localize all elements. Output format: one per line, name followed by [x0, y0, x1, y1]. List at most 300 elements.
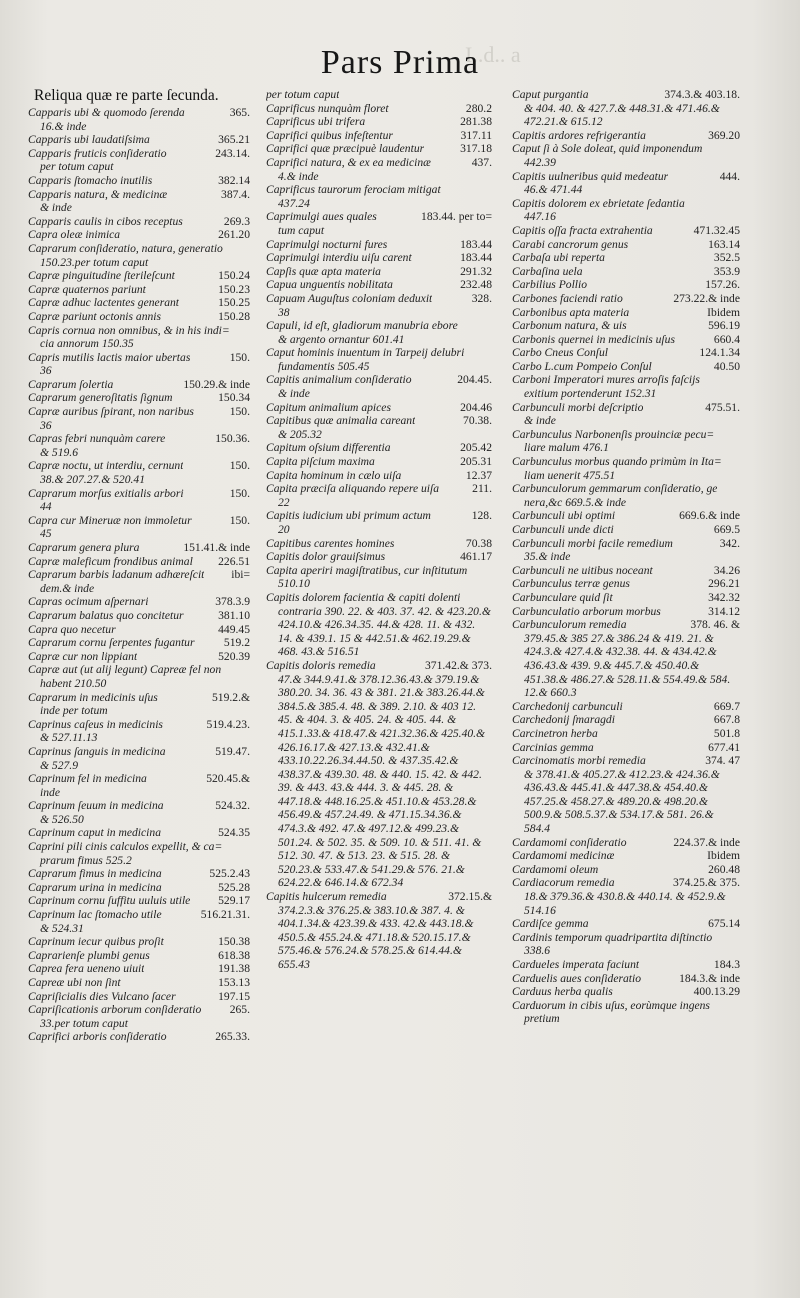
index-entry [512, 700, 740, 714]
index-entry-headline [266, 102, 492, 116]
index-entry-reference: 224.37.& inde [673, 835, 740, 849]
index-entry [512, 523, 740, 537]
index-entry-headline [512, 319, 740, 333]
index-entry-reference: 669.5 [713, 523, 740, 536]
index-entry [28, 1003, 250, 1030]
index-entry-term: Capitis dolorem facientia & capiti dolenti [266, 590, 461, 604]
index-entry-term: Caprarum ſolertia [28, 377, 114, 391]
index-entry [512, 985, 740, 999]
index-entry [28, 351, 250, 378]
index-entry [28, 242, 250, 269]
index-entry-continuation: & 527.9 [40, 758, 79, 772]
index-entry-headline [512, 170, 740, 184]
index-entry [512, 292, 740, 306]
index-entry-reference: 150. [229, 350, 250, 364]
index-entry-continuation: 36 [40, 418, 52, 432]
index-entry [28, 1030, 250, 1044]
index-entry [266, 265, 492, 279]
index-entry-term: Capræ pinguitudine ſterileſcunt [28, 269, 175, 283]
index-entry [512, 849, 740, 863]
index-entry [512, 482, 740, 509]
index-entry [266, 441, 492, 455]
index-entry-term: Carboni Imperatori mures arroſis faſcijs [512, 373, 700, 387]
index-entry-reference: 381.10 [218, 608, 250, 622]
index-entry-term: Caprifici natura, & ex ea medicinæ [266, 155, 431, 169]
index-entry [28, 555, 250, 569]
index-entry-term: Capris mutilis lactis maior ubertas [28, 350, 191, 364]
index-entry [266, 346, 492, 373]
index-entry [512, 917, 740, 931]
index-entry-headline [266, 129, 492, 143]
index-entry-reference: 660.4 [713, 332, 740, 346]
index-entry-term: Caprimulgi aues quales [266, 210, 377, 224]
index-entry-term: Cardiſce gemma [512, 917, 589, 931]
index-entry-continuation: 150.23.per totum caput [40, 255, 149, 269]
index-entry [266, 210, 492, 237]
index-entry [512, 537, 740, 564]
index-entry-term: Capra quo necetur [28, 622, 116, 636]
index-entry-term: Cardiacorum remedia [512, 876, 615, 890]
index-entry-headline [266, 292, 492, 306]
index-entry-term: Capita hominum in cælo uiſa [266, 468, 402, 482]
index-entry-headline [512, 306, 740, 320]
index-entry-list-1 [28, 106, 250, 1044]
index-entry [512, 564, 740, 578]
index-entry-term: Caprificus ubi trifera [266, 115, 366, 129]
index-entry [28, 188, 250, 215]
index-entry-headline [512, 142, 740, 156]
index-entry [512, 142, 740, 169]
index-entry [266, 278, 492, 292]
index-entry-reference [489, 591, 492, 605]
index-entry-reference: 520.45.& [206, 772, 250, 786]
index-entry [266, 373, 492, 400]
index-entry-term: Carbilius Pollio [512, 278, 588, 292]
index-entry-term: Carbunculatio arborum morbus [512, 604, 661, 618]
index-entry-headline [266, 265, 492, 279]
index-entry-headline [28, 595, 250, 609]
index-entry-headline [28, 908, 250, 922]
index-entry [28, 432, 250, 459]
index-entry-reference [489, 88, 492, 102]
index-entry-continuation: prarum fimus 525.2 [40, 853, 132, 867]
index-entry-reference: 150.28 [218, 309, 250, 323]
index-entry-term: Carchedonij ſmaragdi [512, 713, 615, 727]
index-entry [512, 577, 740, 591]
index-entry-term: Carbonum natura, & uis [512, 319, 627, 333]
index-entry-reference: 124.1.34 [699, 346, 740, 360]
index-entry-reference: 475.51. [705, 400, 740, 414]
index-entry-term: Cardinis temporum quadripartita diſtinctio [512, 930, 713, 944]
index-entry [512, 346, 740, 360]
index-entry-term: Capitis doloris remedia [266, 658, 376, 672]
index-entry-reference [737, 931, 740, 945]
index-entry-headline [28, 718, 250, 732]
index-entry-headline [266, 509, 492, 523]
index-entry-term: Capitum oſsium differentia [266, 441, 391, 455]
index-entry-term: Carbo Cneus Conſul [512, 346, 608, 360]
index-entry [28, 894, 250, 908]
index-entry-headline [28, 242, 250, 256]
index-entry-continuation: & 526.50 [40, 812, 84, 826]
index-entry-term: Capra cur Mineruæ non immoletur [28, 513, 192, 527]
index-entry [512, 754, 740, 836]
index-entry [512, 238, 740, 252]
index-entry-headline [512, 754, 740, 768]
index-entry [28, 908, 250, 935]
index-entry-reference: 157.26. [705, 278, 740, 292]
index-entry-continuation: & 205.32 [278, 427, 322, 441]
index-entry-headline [512, 265, 740, 279]
index-entry [512, 727, 740, 741]
index-entry-term: Carbunculi morbi deſcriptio [512, 400, 644, 414]
index-entry [266, 238, 492, 252]
index-entry-continuation: habent 210.50 [40, 676, 107, 690]
index-entry-headline [512, 360, 740, 374]
index-entry-continuation: & 519.6 [40, 445, 79, 459]
index-entry-headline [28, 283, 250, 297]
index-entry [266, 142, 492, 156]
index-entry-term: Carbaſa ubi reperta [512, 251, 605, 265]
index-entry-headline [28, 745, 250, 759]
index-entry [512, 999, 740, 1026]
index-entry-term: Caprarum conſideratio, natura, generatio [28, 241, 223, 255]
index-entry-reference: 151.41.& inde [183, 541, 250, 554]
index-entry-reference: 226.51 [218, 554, 250, 568]
index-entry-reference: 677.41 [708, 740, 740, 754]
index-entry-reference: 184.3.& inde [679, 971, 740, 985]
index-entry-continuation: per totum caput [40, 160, 114, 174]
index-entry-headline [28, 133, 250, 147]
index-entry [512, 605, 740, 619]
index-entry-reference [247, 663, 250, 677]
index-entry [28, 623, 250, 637]
index-entry-reference: 34.26 [713, 563, 740, 577]
index-entry-reference: 280.2 [465, 101, 492, 115]
index-entry-continuation: 338.6 [524, 944, 551, 958]
index-entry [28, 990, 250, 1004]
index-entry [266, 890, 492, 972]
index-entry [512, 224, 740, 238]
index-entry-continuation: inde [40, 785, 60, 799]
index-entry-reference: 369.20 [708, 128, 740, 142]
index-entry-term: Caprarum in medicinis uſus [28, 690, 158, 704]
index-entry [512, 972, 740, 986]
index-entry-reference: 150. [229, 459, 250, 473]
index-entry-reference: 150. [229, 405, 250, 419]
index-entry [266, 414, 492, 441]
index-entry-term: Caprarum genera plura [28, 541, 140, 554]
index-entry-reference: 461.17 [460, 550, 492, 564]
index-entry-continuation: 38 [278, 305, 290, 319]
index-entry-reference: 400.13.29 [693, 985, 740, 999]
index-entry-headline [512, 482, 740, 496]
index-entry-term: Caprarum morſus exitialis arbori [28, 486, 184, 500]
index-entry-reference [737, 142, 740, 156]
index-entry-term: Carbunculi ubi optimi [512, 509, 616, 523]
index-entry-term: Caprarum barbis ladanum adhæreſcit [28, 568, 205, 582]
index-entry-term: Caprarum cornu ſerpentes fugantur [28, 636, 195, 650]
index-entry-term: Caprarum generoſitatis ſignum [28, 391, 173, 405]
index-entry [28, 663, 250, 690]
index-entry-term: Carbunculus terræ genus [512, 577, 630, 591]
index-entry-reference: 374.25.& 375. [673, 876, 740, 890]
index-entry-reference: 150. [229, 513, 250, 527]
index-entry-reference: 618.38 [218, 948, 250, 962]
index-entry-headline [28, 174, 250, 188]
index-entry [512, 741, 740, 755]
index-entry-headline [266, 238, 492, 252]
index-entry-headline [266, 183, 492, 197]
index-entry-headline [28, 962, 250, 976]
index-entry [28, 826, 250, 840]
index-entry-term: Caprifici quæ præcipuè laudentur [266, 142, 425, 156]
index-entry [266, 509, 492, 536]
index-entry-continuation: exitium portenderunt 152.31 [524, 387, 657, 401]
index-entry-reference: 444. [719, 169, 740, 183]
index-entry-term: Caprimulgi nocturni fures [266, 237, 388, 251]
index-entry-headline [28, 826, 250, 840]
index-entry-reference [489, 346, 492, 360]
index-entry-headline [512, 278, 740, 292]
index-entry-term: Carbunculus morbus quando primùm in Ita= [512, 455, 722, 469]
index-entry-term: Capræ quaternos pariunt [28, 282, 146, 296]
index-entry-headline [28, 949, 250, 963]
index-entry-headline [266, 482, 492, 496]
index-entry-term: Carchedonij carbunculi [512, 699, 623, 713]
index-entry-term: Capræ adhuc lactentes generant [28, 296, 180, 310]
index-entry-headline [266, 88, 492, 102]
index-entry [28, 568, 250, 595]
index-entry [512, 428, 740, 455]
index-entry [28, 949, 250, 963]
index-entry-headline [28, 310, 250, 324]
index-entry-headline [512, 836, 740, 850]
index-entry-reference: 372.15.& [448, 890, 492, 904]
index-entry-reference: 529.17 [218, 894, 250, 908]
index-entry-headline [28, 609, 250, 623]
index-entry [512, 360, 740, 374]
index-entry-headline [28, 976, 250, 990]
index-entry-continuation: 18.& 379.36.& 430.8.& 440.14. & 452.9.& 514.16 [524, 890, 726, 917]
index-entry-term: Carbunculare quid ſit [512, 590, 613, 604]
index-entry-headline [512, 618, 740, 632]
index-entry [512, 265, 740, 279]
index-entry-term: Carbunculi ne uitibus noceant [512, 563, 653, 577]
index-entry-headline [266, 210, 492, 224]
index-entry [512, 197, 740, 224]
index-entry-headline [28, 663, 250, 677]
index-entry-headline [512, 931, 740, 945]
index-entry-reference: 205.31 [460, 455, 492, 469]
index-entry-reference: 150.25 [218, 296, 250, 310]
index-entry-reference: 471.32.45 [693, 223, 740, 237]
index-entry [512, 931, 740, 958]
index-entry-headline [28, 1003, 250, 1017]
index-entry-continuation: 447.16 [524, 210, 556, 224]
index-entry [512, 306, 740, 320]
index-entry-continuation: 379.45.& 385 27.& 386.24 & 419. 21. & 424.3.& 427.4.& 432.38. 44. & 434.42.& 436.43.& 439. 9.& 445.7.& 450.40.& 451.38.& 486.27.& 528.11.& 554.49.& 584. 12.& 660.3 [524, 631, 731, 700]
index-entry-reference: 204.46 [460, 400, 492, 414]
index-entry-headline [28, 894, 250, 908]
index-entry-term: Capparis natura, & medicinæ [28, 187, 168, 201]
index-entry-reference: 281.38 [460, 115, 492, 129]
index-entry-reference: 387.4. [221, 187, 250, 201]
index-entry-list-2 [266, 88, 492, 972]
index-entry-continuation: 35.& inde [524, 550, 571, 564]
index-entry-headline [266, 115, 492, 129]
index-entry-headline [512, 292, 740, 306]
index-entry-reference: 197.15 [218, 989, 250, 1003]
index-entry-term: Caprarienſe plumbi genus [28, 948, 150, 962]
index-entry-headline [512, 605, 740, 619]
index-entry-term: Caprifici quibus infeſtentur [266, 128, 393, 142]
index-entry-term: Capitis oſſa fracta extrahentia [512, 223, 653, 237]
index-entry-reference: 317.18 [460, 142, 492, 156]
index-entry-term: Capita præciſa aliquando repere uiſa [266, 482, 440, 496]
index-entry-headline [266, 414, 492, 428]
index-entry-headline [512, 577, 740, 591]
index-entry-term: Caprificus taurorum ferociam mitigat [266, 183, 441, 197]
index-entry [266, 115, 492, 129]
index-column-1 [28, 87, 250, 1044]
index-entry-term: Carbunculus Narbonenſis prouinciæ pecu= [512, 427, 715, 441]
index-entry-term: Carbunculi unde dicti [512, 523, 614, 536]
index-entry-term: Capræ aut (ut alij legunt) Capreæ fel non [28, 663, 222, 677]
column-heading: Reliqua quæ re parte ſecunda. [34, 87, 219, 104]
index-entry-reference: 153.13 [218, 976, 250, 989]
index-entry-reference [737, 373, 740, 387]
index-entry [512, 509, 740, 523]
index-entry-term: Caprinum cornu ſuffitu uuluis utile [28, 894, 191, 908]
index-entry [512, 836, 740, 850]
index-entry-continuation: pretium [524, 1012, 560, 1026]
index-entry-reference: 204.45. [457, 373, 492, 387]
index-entry-reference: 365.21 [218, 133, 250, 147]
index-entry-continuation: nera,&c 669.5.& inde [524, 495, 627, 509]
index-entry-headline [512, 999, 740, 1013]
index-entry-reference [737, 197, 740, 211]
index-entry-headline [266, 659, 492, 673]
index-entry-continuation: cia annorum 150.35 [40, 337, 134, 351]
index-entry-continuation: 47.& 344.9.41.& 378.12.36.43.& 379.19.& 380.20. 34. 36. 43 & 381. 21.& 383.26.44.& 384.5.& 385.4. 48. & 389. 2.10. & 403 12. 45. & 404. 3. & 405. 24. & 405. 44. & 415.1.33.& 418.47.& 421.32.36.& 425.40.& 426.16.17.& 427.13.& 432.41.& 433.10.22.26.34.44.50. & 437.35.42.& 438.37.& 439.30. 48. & 440. 15. 42. & 442. 39. & 443. 43.& 444. 3. & 445. 28. & 447.18.& 448.16.25.& 451.10.& 453.28.& 456.49.& 457.24.49. & 471.15.34.36.& 474.3.& 492. 47.& 497.12.& 499.23.& 501.24. & 502. 35. & 509. 10. & 511. 41. & 512. 30. 47. & 513. 23. & 515. 28. & 520.23.& 533.47.& 541.29.& 576. 21.& 624.22.& 646.14.& 672.34 [278, 672, 486, 890]
index-entry-term: Capparis fruticis conſideratio [28, 146, 167, 160]
index-entry-headline [28, 391, 250, 405]
index-entry-headline [28, 188, 250, 202]
index-entry-reference: 519.2.& [211, 690, 250, 704]
index-entry-reference: 365. [229, 106, 250, 119]
index-entry-term: Capitis hulcerum remedia [266, 890, 387, 904]
index-entry-reference: 184.3 [713, 958, 740, 971]
index-entry-reference: 519.4.23. [206, 717, 250, 731]
index-entry [28, 935, 250, 949]
index-entry-headline [28, 840, 250, 854]
index-entry [266, 292, 492, 319]
index-entry-term: Caput hominis inuentum in Tarpeij delubri [266, 346, 465, 360]
index-entry [266, 537, 492, 551]
index-entry-term: Capræ cur non lippiant [28, 649, 138, 663]
index-entry-reference: 378. 46. & [690, 618, 740, 632]
index-entry-reference: 669.6.& inde [679, 509, 740, 523]
index-entry-term: Carduelis aues conſideratio [512, 971, 642, 985]
index-entry-headline [28, 296, 250, 310]
index-entry [28, 487, 250, 514]
index-entry-term: Caprificus nunquàm floret [266, 101, 389, 115]
index-entry-headline [512, 346, 740, 360]
index-entry-term: Carbunculi morbi facile remedium [512, 536, 673, 550]
index-entry-headline [28, 799, 250, 813]
index-entry [28, 405, 250, 432]
index-entry-term: Capræ pariunt octonis annis [28, 309, 162, 323]
index-entry-reference: 211. [472, 482, 492, 496]
index-entry-reference: 371.42.& 373. [425, 658, 492, 672]
index-entry-headline [512, 564, 740, 578]
index-entry-headline [28, 881, 250, 895]
index-entry-term: Capræ auribus ſpirant, non naribus [28, 405, 194, 419]
index-entry-reference: 374. 47 [705, 754, 740, 768]
index-entry-term: Capſis quæ apta materia [266, 264, 381, 278]
index-entry-headline [512, 373, 740, 387]
index-entry-term: Capitis dolorem ex ebrietate ſedantia [512, 196, 685, 210]
index-entry [266, 591, 492, 659]
index-entry-term: Carbones faciendi ratio [512, 291, 623, 305]
index-entry [512, 170, 740, 197]
index-entry-reference: 265.33. [215, 1030, 250, 1044]
index-entry [512, 373, 740, 400]
index-entry-reference [489, 564, 492, 578]
index-entry-reference: ibi= [231, 568, 250, 582]
index-entry-term: Capparis ubi laudatiſsima [28, 133, 150, 147]
index-entry-headline [266, 441, 492, 455]
index-entry-headline [266, 251, 492, 265]
index-entry-continuation: 20 [278, 523, 290, 536]
index-entry-term: Capparis ſtomacho inutilis [28, 173, 153, 187]
index-entry-term: Caprinum iecur quibus proſit [28, 935, 164, 949]
index-entry-continuation: 45 [40, 527, 52, 541]
index-entry-headline [266, 591, 492, 605]
index-entry-term: Caprinum lac ſtomacho utile [28, 908, 162, 922]
index-entry [28, 745, 250, 772]
index-entry-reference: 437. [471, 155, 492, 169]
index-entry-term: Caprinus caſeus in medicinis [28, 717, 163, 731]
index-entry [28, 324, 250, 351]
index-entry-continuation: & 378.41.& 405.27.& 412.23.& 424.36.& 436.43.& 445.41.& 447.38.& 454.40.& 457.25.& 458.27.& 489.20.& 498.20.& 500.9.& 508.5.37.& 534.17.& 581. 26.& 584.4 [524, 767, 720, 836]
index-entry-reference: 205.42 [460, 441, 492, 455]
index-entry [512, 876, 740, 917]
index-entry-reference: 378.3.9 [215, 595, 250, 609]
index-entry-term: Capita piſcium maxima [266, 455, 375, 469]
index-entry-term: Capitis animalium conſideratio [266, 373, 412, 387]
index-entry-term: Capparis caulis in cibos receptus [28, 214, 183, 228]
index-entry-term: Capriſicialis dies Vulcano ſacer [28, 989, 176, 1003]
index-entry-reference: 150.38 [218, 935, 250, 949]
index-entry-term: Caprinus ſanguis in medicina [28, 744, 166, 758]
index-entry-reference: 524.32. [215, 799, 250, 813]
index-entry [512, 713, 740, 727]
index-entry-reference: 265. [229, 1003, 250, 1017]
index-entry-headline [266, 319, 492, 333]
index-entry-term: Capuli, id eſt, gladiorum manubria ebore [266, 319, 458, 333]
index-entry [266, 564, 492, 591]
index-entry-term: Capra oleæ inimica [28, 228, 121, 242]
index-entry [266, 88, 492, 102]
index-entry-reference: 317.11 [460, 128, 492, 142]
index-entry-reference [737, 999, 740, 1013]
index-entry-term: Caput ſi à Sole doleat, quid imponendum [512, 142, 703, 156]
index-entry-continuation: dem.& inde [40, 581, 95, 595]
index-entry-term: Carbaſina uela [512, 264, 583, 278]
index-entry-term: Caprimulgi interdiu uiſu carent [266, 251, 412, 265]
